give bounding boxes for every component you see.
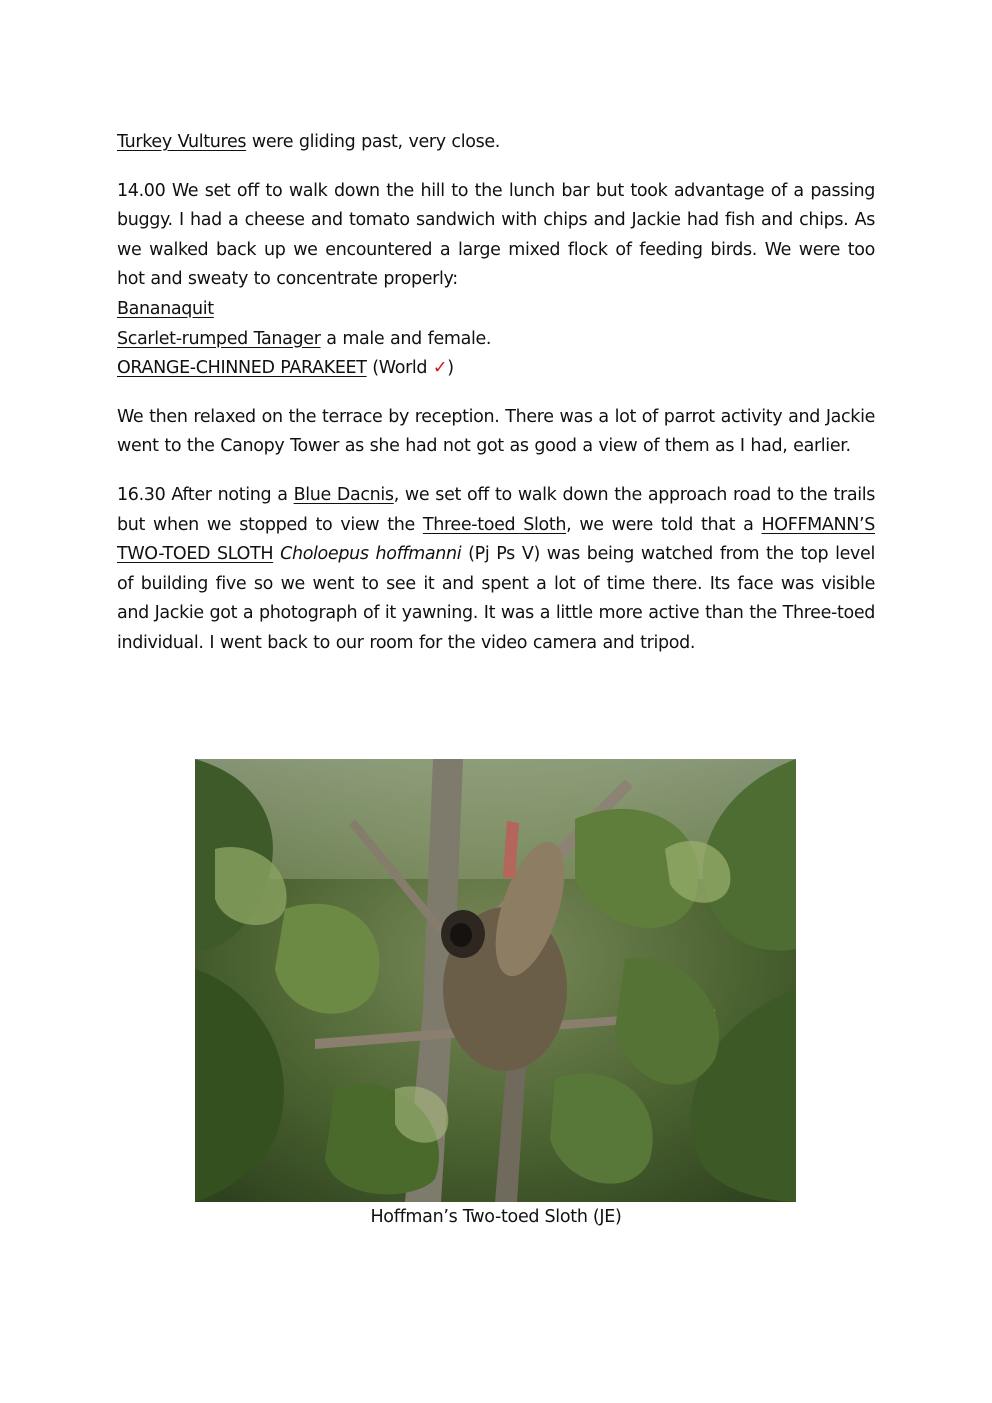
species-three-toed-sloth: Three-toed Sloth [422,514,567,535]
photo-caption: Hoffman’s Two-toed Sloth (JE) [370,1207,622,1227]
species-turkey-vultures: Turkey Vultures [117,132,247,152]
paragraph-text: , we set off to walk down the approach road to the trails but when we stopped to view the [117,484,875,535]
paragraph-text: were gliding past, very close. [246,132,500,152]
sloth-photo [195,759,796,1202]
species-note: a male and female. [320,328,492,349]
paragraph-turkey-vultures [117,128,875,158]
species-note-close: ) [447,358,454,379]
bird-list-item [117,295,875,325]
species-note: (World [366,358,433,379]
bird-list-item [117,325,875,355]
species-blue-dacnis: Blue Dacnis [293,484,394,505]
bird-list-item [117,354,875,384]
paragraph-text: (Pj Ps V) was being watched from the top level of building five so we went to see it and spent a lot of time there. Its face was visible and Jackie got a photograph of it yawning. It was a little more active than the Three-toed individual. I went back to our room for the video camera and tripod. [117,544,875,653]
paragraph-text: 14.00 We set off to walk down the hill to the lunch bar but took advantage of a passing buggy. I had a cheese and tomato sandwich with chips and Jackie had fish and chips. As we walked back up we encountered a large mixed flock of feeding birds. We were too hot and sweaty to concentrate properly: [117,180,875,290]
paragraph-lunch [117,177,875,384]
species-hoffmanns-two-toed-sloth: HOFFMANN’S TWO-TOED SLOTH [117,514,875,565]
document-body [117,128,875,678]
paragraph-terrace [117,403,875,462]
species-bananaquit: Bananaquit [117,298,214,319]
species-orange-chinned-parakeet: ORANGE-CHINNED PARAKEET [117,358,367,379]
species-scarlet-rumped-tanager: Scarlet-rumped Tanager [117,328,321,349]
latin-name: Choloepus hoffmanni [280,544,462,565]
check-icon: ✓ [432,358,448,379]
paragraph-text: We then relaxed on the terrace by reception. There was a lot of parrot activity and Jackie went to the Canopy Tower as she had not got as good a view of them as I had, earlier. [117,406,875,457]
paragraph-text: 16.30 After noting a [117,484,294,505]
paragraph-sloth [117,481,875,659]
paragraph-text: , we were told that a [566,514,762,535]
